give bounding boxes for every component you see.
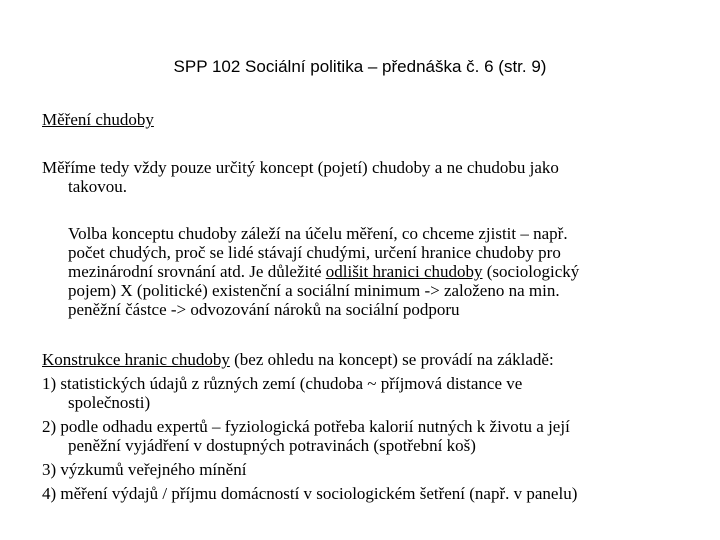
paragraph-line: pojem) X (politické) existenční a sociální minimum -> založeno na min. [68,281,560,300]
list-intro [42,350,712,369]
paragraph-line: Měříme tedy vždy pouze určitý koncept (pojetí) chudoby a ne chudobu jako [42,158,559,177]
underlined-term: odlišit hranici chudoby [325,262,483,281]
list-item: 3) výzkumů veřejného mínění [42,460,247,479]
list-item: 4) měření výdajů / příjmu domácností v sociologickém šetření (např. v panelu) [42,484,578,503]
slide-title: SPP 102 Sociální politika – přednáška č. 6 (str. 9) [173,57,547,76]
text-fragment: (sociologický [482,262,580,281]
list-item-continuation: peněžní vyjádření v dostupných potravinách (spotřební koš) [68,436,476,455]
text-fragment: (bez ohledu na koncept) se provádí na základě: [229,350,554,369]
paragraph-concept-choice [68,224,688,319]
paragraph-line: počet chudých, proč se lidé stávají chudými, určení hranice chudoby pro [68,243,561,262]
paragraph-line: Volba konceptu chudoby záleží na účelu měření, co chceme zjistit – např. [68,224,568,243]
text-fragment: mezinárodní srovnání atd. Je důležité [68,262,326,281]
paragraph-line [68,262,688,281]
section-heading: Měření chudoby [42,110,154,129]
paragraph-line: peněžní částce -> odvozování nároků na sociální podporu [68,300,460,319]
paragraph-line: takovou. [68,177,128,196]
list-item: 2) podle odhadu expertů – fyziologická potřeba kalorií nutných k životu a její [42,417,570,436]
poverty-line-construction-list [42,350,712,503]
underlined-term: Konstrukce hranic chudoby [42,350,230,369]
list-item: 1) statistických údajů z různých zemí (chudoba ~ příjmová distance ve [42,374,523,393]
paragraph-measurement-concept [42,158,682,196]
list-item-continuation: společnosti) [68,393,151,412]
